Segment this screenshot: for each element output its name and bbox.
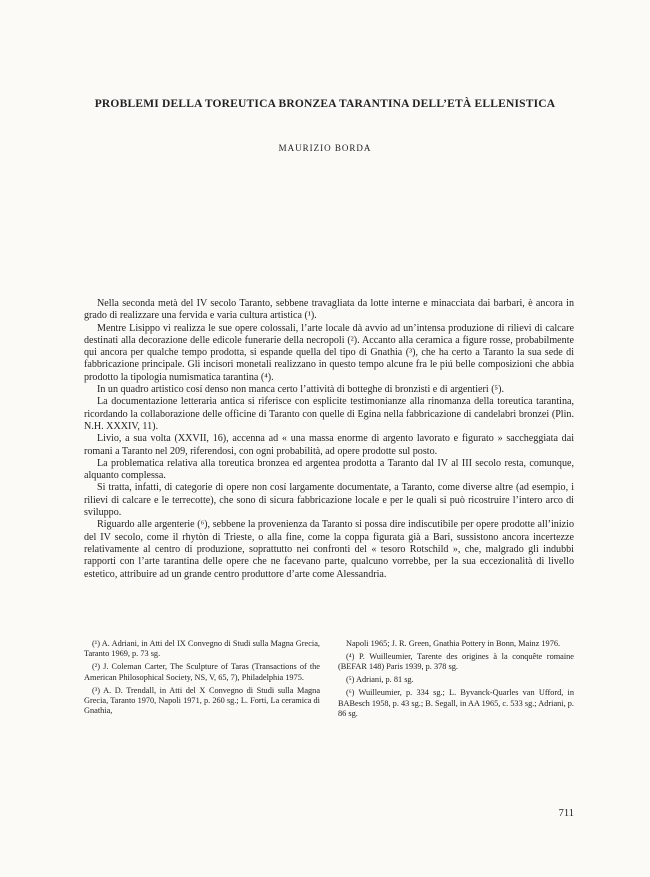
body-paragraph: Livio, a sua volta (XXVII, 16), accenna ad « una massa enorme di argento lavorato e figurato » saccheggiata dai romani a Taranto nel 209, riferendosi, con ogni probabilità, ad opere prodotte sul posto. [84,433,574,457]
footnote: (²) J. Coleman Carter, The Sculpture of Taras (Transactions of the American Philosophical Society, NS, V, 65, 7), Philadelphia 1975. [84,662,320,682]
footnote: Napoli 1965; J. R. Green, Gnathia Pottery in Bonn, Mainz 1976. [346,639,561,648]
body-paragraph: Mentre Lisippo vi realizza le sue opere colossali, l’arte locale dà avvio ad un’intensa produzione di rilievi di calcare destinati alla decorazione delle edicole funerarie della necropoli (²). Accanto alla ceramica a figure rosse, probabilmente qui ancora per qualche tempo prodotta, si espande quella del tipo di Gnathia (³), che ha certo a Taranto la sua sede di fabbricazione principale. Gli incisori monetali realizzano in questo tempo alcune fra le piú belle composizioni che abbia prodotto la tipologia numismatica tarantina (⁴). [84,322,574,383]
footnote: (⁴) P. Wuilleumier, Tarente des origines à la conquête romaine (BEFAR 148) Paris 1939, p. 378 sg. [338,651,574,672]
body-paragraph: Nella seconda metà del IV secolo Taranto, sebbene travagliata da lotte interne e minacciata dai barbari, è ancora in grado di realizzare una fervida e varia cultura artistica (¹). [84,298,574,322]
footnote: (⁶) Wuilleumier, p. 334 sg.; L. Byvanck-Quarles van Ufford, in BABesch 1958, p. 43 sg.; B. Segall, in AA 1965, c. 533 sg.; Adriani, p. 86 sg. [338,688,574,718]
footnotes-right-column [338,639,574,722]
body-paragraph: Si tratta, infatti, di categorie di opere non cosí largamente documentate, a Taranto, come diverse altre (ad esempio, i rilievi di calcare e le terrecotte), che sono di sicura fabbricazione locale e per le quali si può ricostruire l’intero arco di sviluppo. [84,482,574,519]
page-number: 711 [558,808,574,819]
body-paragraph: La problematica relativa alla toreutica bronzea ed argentea prodotta a Taranto dal IV al III secolo resta, comunque, alquanto complessa. [84,457,574,482]
author-name: MAURIZIO BORDA [278,143,372,153]
article-title: PROBLEMI DELLA TOREUTICA BRONZEA TARANTINA DELL’ETÀ ELLENISTICA [94,98,556,110]
footnotes-left-column [84,639,320,722]
body-paragraph: In un quadro artistico cosí denso non manca certo l’attività di botteghe di bronzisti e di argentieri (⁵). [97,384,504,396]
article-body [84,298,574,581]
body-paragraph: Riguardo alle argenterie (⁶), sebbene la provenienza da Taranto si possa dire indiscutibile per opere prodotte all’inizio del IV secolo, come il rhytòn di Trieste, o alla fine, come la coppa figurata già a Bari, sussistono ancora incertezze relativamente al centro di produzione, soprattutto nei confronti del « tesoro Rotschild », che, malgrado gli indubbi rapporti con l’arte tarantina delle opere che ne facevano parte, qualcuno vorrebbe, per la sua eccezionalità di livello estetico, attribuire ad un grande centro produttore d’arte come Alessandria. [84,519,574,580]
footnote: (¹) A. Adriani, in Atti del IX Convegno di Studi sulla Magna Grecia, Taranto 1969, p. 73 sg. [84,639,320,659]
footnote: (³) A. D. Trendall, in Atti del X Convegno di Studi sulla Magna Grecia, Taranto 1970, Napoli 1971, p. 260 sg.; L. Forti, La ceramica di Gnathia, [84,685,320,716]
body-paragraph: La documentazione letteraria antica si riferisce con esplicite testimonianze alla rinomanza della toreutica tarantina, ricordando la collaborazione delle officine di Taranto con quelle di Egina nella fabbricazione di candelabri bronzei (Plin. N.H. XXXIV, 11). [84,396,574,432]
footnotes [84,639,574,722]
footnote: (⁵) Adriani, p. 81 sg. [346,675,414,685]
